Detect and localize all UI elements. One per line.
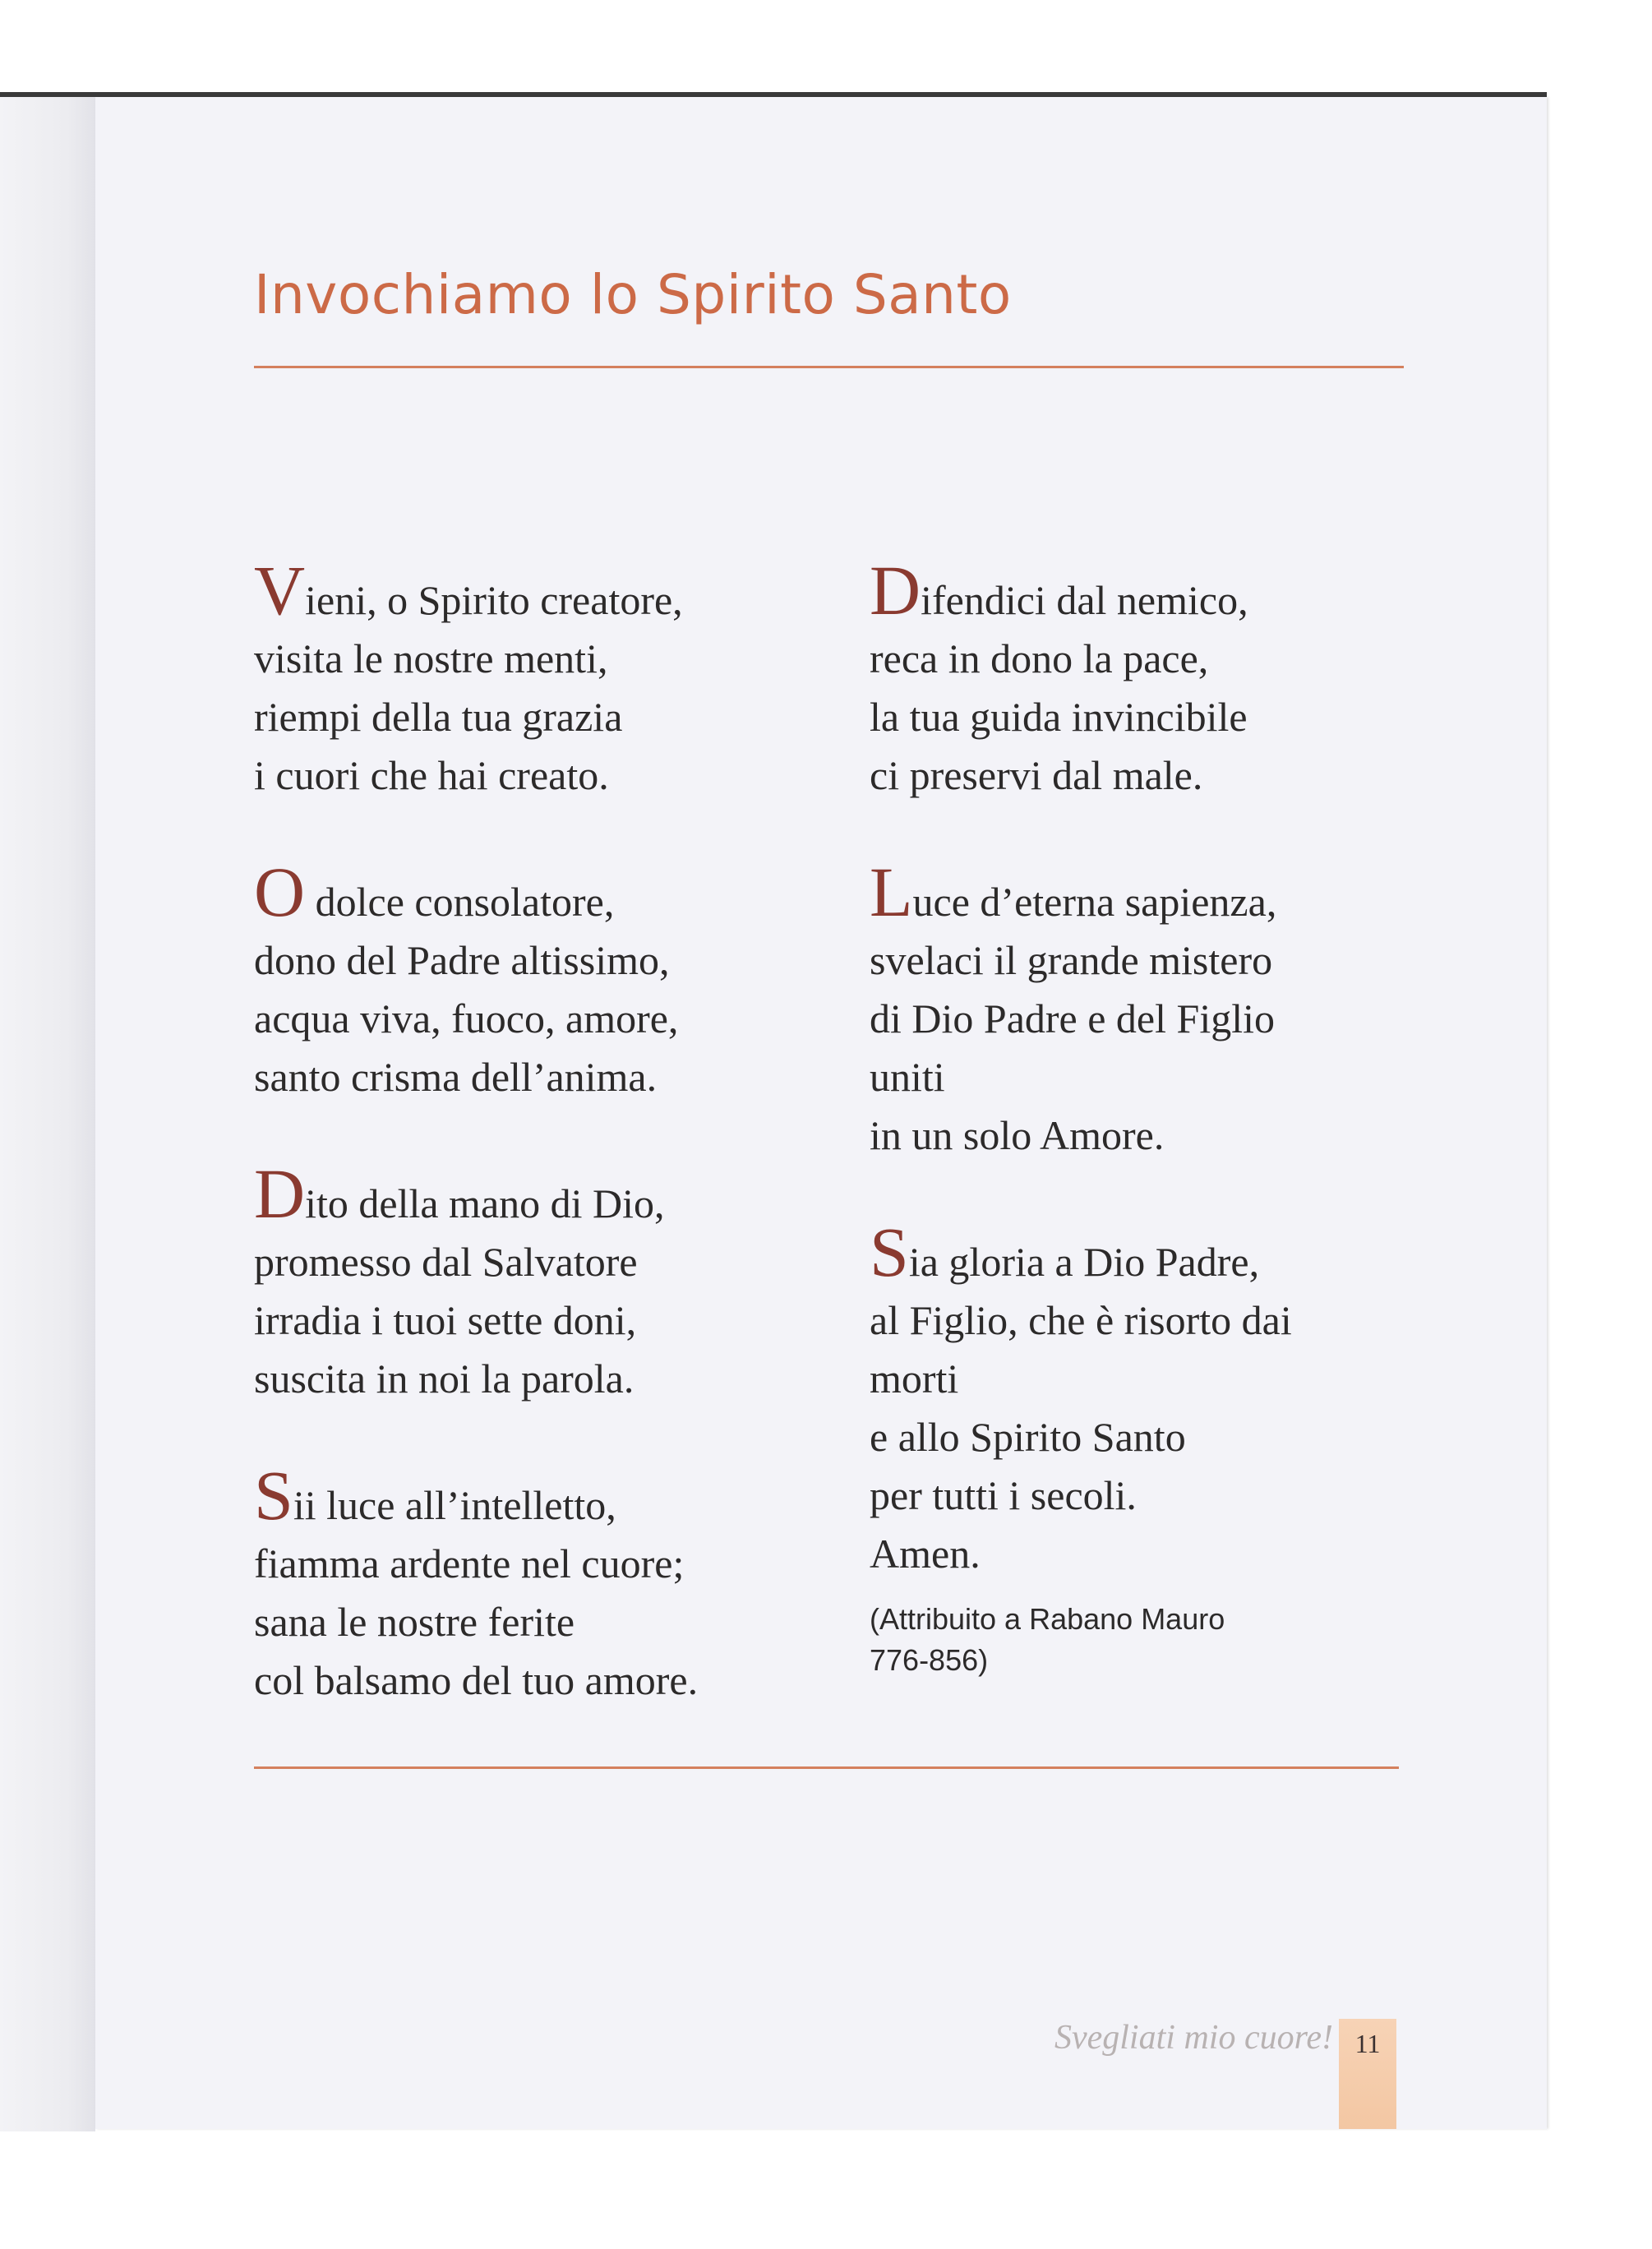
stanza-line: reca in dono la pace, [870,635,1209,681]
footer-divider [254,1766,1399,1769]
attribution [870,1599,1445,1681]
stanza [254,1456,829,1710]
drop-cap: L [870,852,913,931]
stanza-line: per tutti i secoli. [870,1472,1137,1518]
stanza-line: in un solo Amore. [870,1112,1165,1158]
stanza [254,852,829,1106]
stanza [870,551,1445,805]
stanza-first-line: Sia gloria a Dio Padre, [870,1212,1260,1291]
title-divider [254,366,1404,368]
stanza-line: irradia i tuoi sette doni, [254,1297,637,1343]
drop-cap: D [870,551,921,630]
stanza-line: al Figlio, che è risorto dai [870,1297,1292,1343]
page-number: 11 [1354,2029,1381,2058]
stanza-line: fiamma ardente nel cuore; [254,1540,685,1586]
stanza [870,1212,1445,1583]
stanza-line: suscita in noi la parola. [254,1355,634,1402]
stanza-line: col balsamo del tuo amore. [254,1657,699,1703]
drop-cap: D [254,1154,306,1233]
stanza-line: acqua viva, fuoco, amore, [254,995,679,1041]
stanza-first-line: Luce d’eterna sapienza, [870,852,1277,931]
stanza-first-line: O dolce consolatore, [254,852,615,931]
page-number-tab [1339,2019,1396,2129]
stanza-line: promesso dal Salvatore [254,1239,638,1285]
page-title: Invochiamo lo Spirito Santo [254,263,1012,326]
stanza-line: uniti [870,1054,945,1100]
stanza-line: dono del Padre altissimo, [254,937,670,983]
drop-cap: S [870,1212,909,1291]
footer-book-title: Svegliati mio cuore! [1054,2019,1333,2057]
stanza-line: la tua guida invincibile [870,694,1248,740]
stanza-line: di Dio Padre e del Figlio [870,995,1275,1041]
left-column [254,551,829,1768]
stanza-first-line: Difendici dal nemico, [870,551,1248,630]
stanza-line: visita le nostre menti, [254,635,608,681]
stanza-first-line: Sii luce all’intelletto, [254,1456,616,1535]
right-column [870,551,1445,1681]
stanza-line: morti [870,1355,959,1402]
stanza-line: santo crisma dell’anima. [254,1054,658,1100]
attribution-line: (Attribuito a Rabano Mauro [870,1602,1225,1636]
stanza-line: riempi della tua grazia [254,694,623,740]
attribution-line: 776-856) [870,1643,989,1677]
stanza-first-line: Dito della mano di Dio, [254,1154,665,1233]
facing-page-edge [0,95,95,2131]
drop-cap: O [254,852,306,931]
stanza [870,852,1445,1165]
stanza-first-line: Vieni, o Spirito creatore, [254,551,683,630]
stanza [254,1154,829,1408]
stanza-line: sana le nostre ferite [254,1599,575,1645]
stanza-line: e allo Spirito Santo [870,1414,1186,1460]
stanza-line: Amen. [870,1531,981,1577]
stanza-line: ci preservi dal male. [870,752,1203,798]
drop-cap: V [254,551,306,630]
stanza-line: svelaci il grande mistero [870,937,1273,983]
drop-cap: S [254,1456,293,1535]
stanza-line: i cuori che hai creato. [254,752,609,798]
stanza [254,551,829,805]
